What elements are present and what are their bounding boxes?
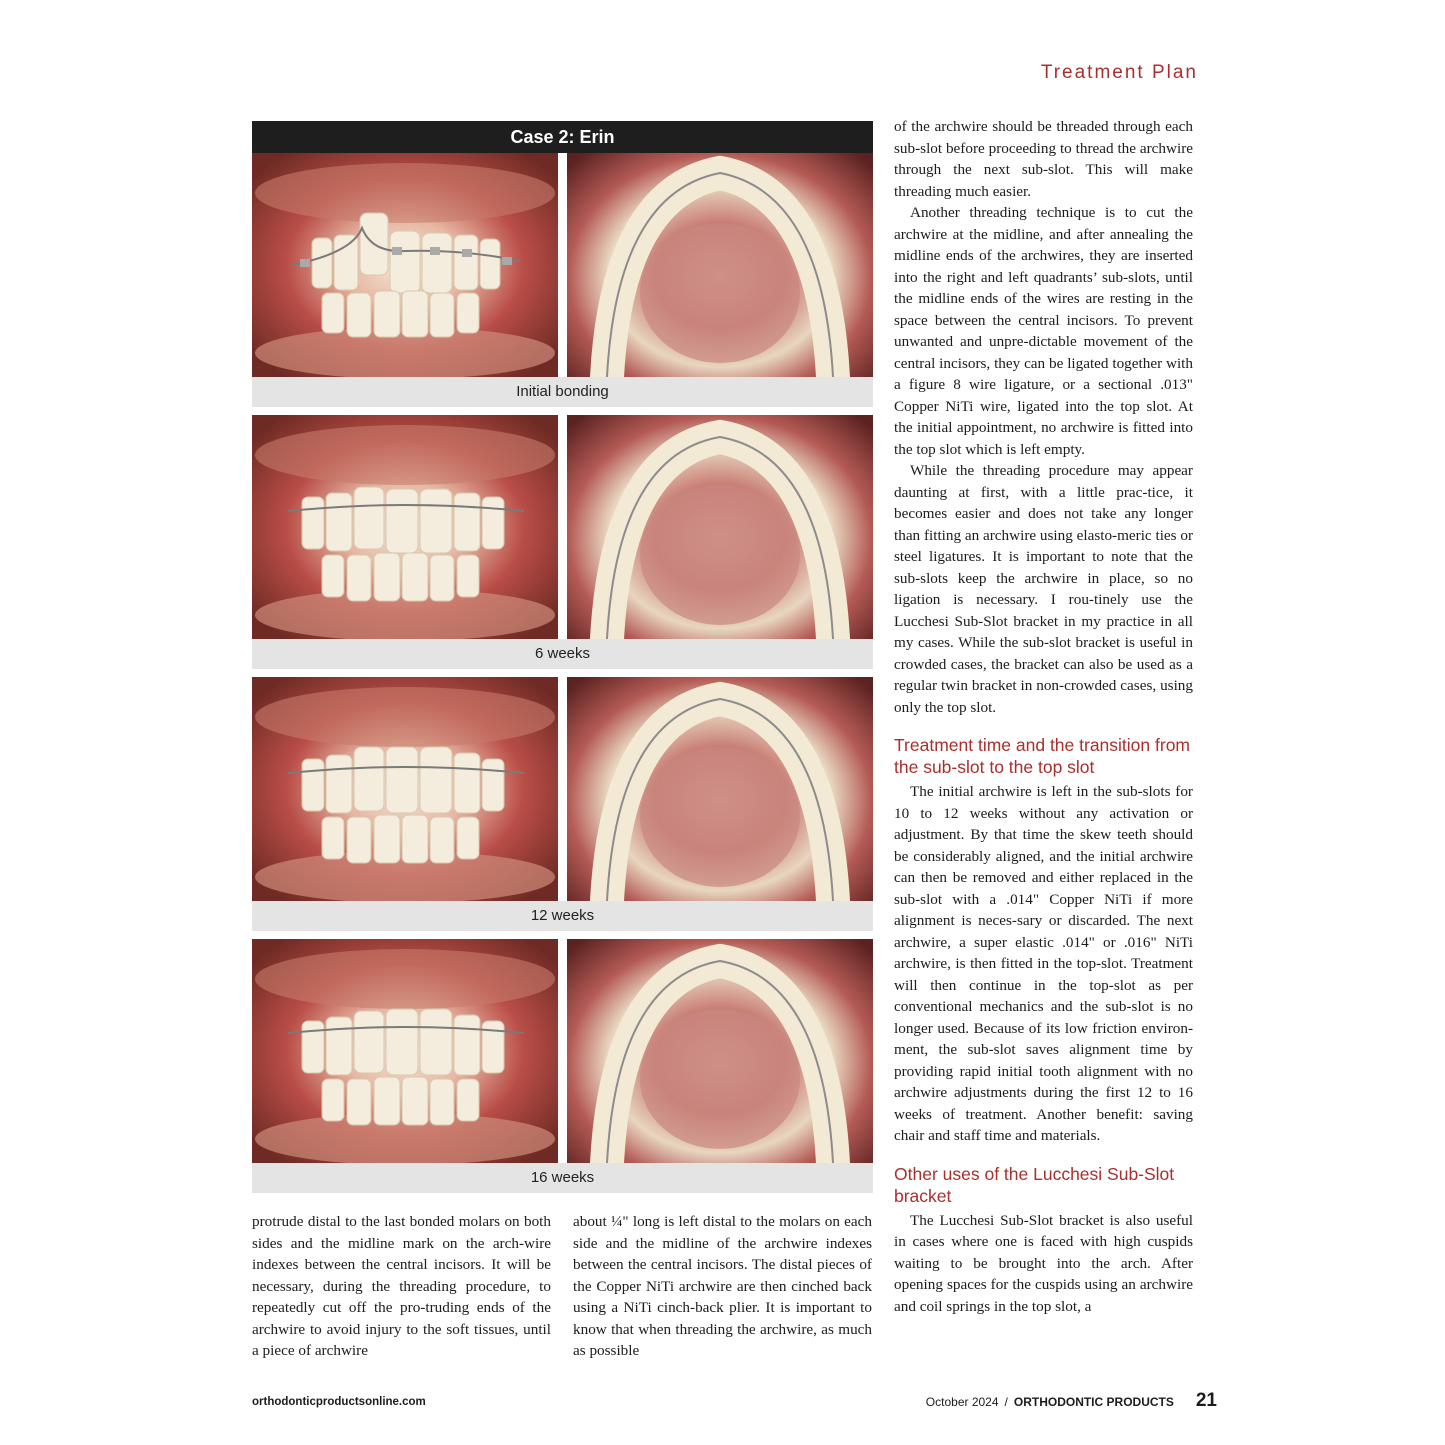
footer-url[interactable]: orthodonticproductsonline.com [252,1396,426,1408]
photo-row [252,153,873,377]
occlusal-photo-6wk [567,415,873,639]
occlusal-photo-12wk [567,677,873,901]
photo-row [252,677,873,901]
frontal-photo-6wk [252,415,558,639]
body-column-3 [894,116,1193,1317]
paragraph: While the threading procedure may appear daunting at first, with a little prac-tice, it becomes easier and does not take any longer than fitting an archwire using elasto-meric ties or steel ligatures. It is important to note that the sub-slots keep the archwire in place, so no ligation is necessary. I rou-tinely use the Lucchesi Sub-Slot bracket in my practice in all my cases. While the sub-slot bracket is useful in crowded cases, the bracket can also be used as a regular twin bracket in non-crowded cases, using only the top slot. [894,462,1194,716]
caption-initial: Initial bonding [252,377,873,407]
section-label: Treatment Plan [1040,62,1198,83]
caption-16-weeks: 16 weeks [252,1163,873,1193]
paragraph: protrude distal to the last bonded molars on both sides and the midline mark on the arch-wire indexes between the central incisors. It will be necessary, during the threading procedure, to repeatedly cut off the pro-truding ends of the archwire to avoid injury to the soft tissues, until a piece of archwire [252,1213,551,1359]
footer-date: October 2024 [925,1395,999,1409]
occlusal-photo-16wk [567,939,873,1163]
caption-6-weeks: 6 weeks [252,639,873,669]
case-figure [252,121,873,1193]
frontal-photo-initial [252,153,558,377]
caption-12-weeks: 12 weeks [252,901,873,931]
frontal-photo-12wk [252,677,558,901]
paragraph: The Lucchesi Sub-Slot bracket is also useful in cases where one is faced with high cuspids waiting to be brought into the arch. After opening spaces for the cuspids using an archwire and coil springs in the top slot, a [894,1211,1193,1315]
page-number: 21 [1195,1390,1217,1411]
photo-row [252,939,873,1163]
subheading: Other uses of the Lucchesi Sub-Slot bracket [894,1163,1175,1206]
occlusal-photo-initial [567,153,873,377]
paragraph: Another threading technique is to cut the archwire at the midline, and after annealing the midline ends of the archwires, they are inserted into the right and left quadrants’ sub-slots, until the midline ends of the wires are resting in the space between the central incisors. To prevent unwanted and unpre-dictable movement of the central incisors, they can be ligated together with a figure 8 wire ligature, or a sectional .013" Copper NiTi wire, ligated into the top slot. At the initial appointment, no archwire is fitted into the top slot which is left empty. [894,204,1193,458]
body-column-2 [573,1211,872,1362]
figure-title: Case 2: Erin [252,121,873,153]
subheading: Treatment time and the transition from the sub-slot to the top slot [894,735,1191,777]
paragraph: The initial archwire is left in the sub-slots for 10 to 12 weeks without any activation or adjustment. By that time the skew teeth should be considerably aligned, and the initial archwire can then be removed and either replaced in the sub-slot with a .014" Copper NiTi if more alignment is neces-sary or discarded. The next archwire, a super elastic .014" or .016" NiTi archwire, is then fitted in the top-slot. Treatment will then continue in the top-slot as per conventional mechanics and the sub-slot is no longer used. Because of its low friction environ-ment, the sub-slot saves alignment time by providing rapid initial tooth alignment with no archwire adjustments during the first 12 to 16 weeks of treatment. Another benefit: saving chair and staff time and materials. [894,783,1193,1144]
body-column-1 [252,1211,551,1362]
footer-separator: / [1004,1395,1008,1409]
paragraph: of the archwire should be threaded through each sub-slot before proceeding to thread the archwire through the next sub-slot. This will make threading much easier. [894,118,1193,200]
paragraph: about ¼" long is left distal to the molars on each side and the midline of the archwire indexes between the central incisors. The distal pieces of the Copper NiTi archwire are then cinched back using a NiTi cinch-back plier. It is important to know that when threading the archwire, as much as possible [573,1213,872,1359]
footer-magazine: ORTHODONTIC PRODUCTS [1013,1395,1174,1409]
frontal-photo-16wk [252,939,558,1163]
footer-info [926,1390,1217,1412]
photo-row [252,415,873,639]
